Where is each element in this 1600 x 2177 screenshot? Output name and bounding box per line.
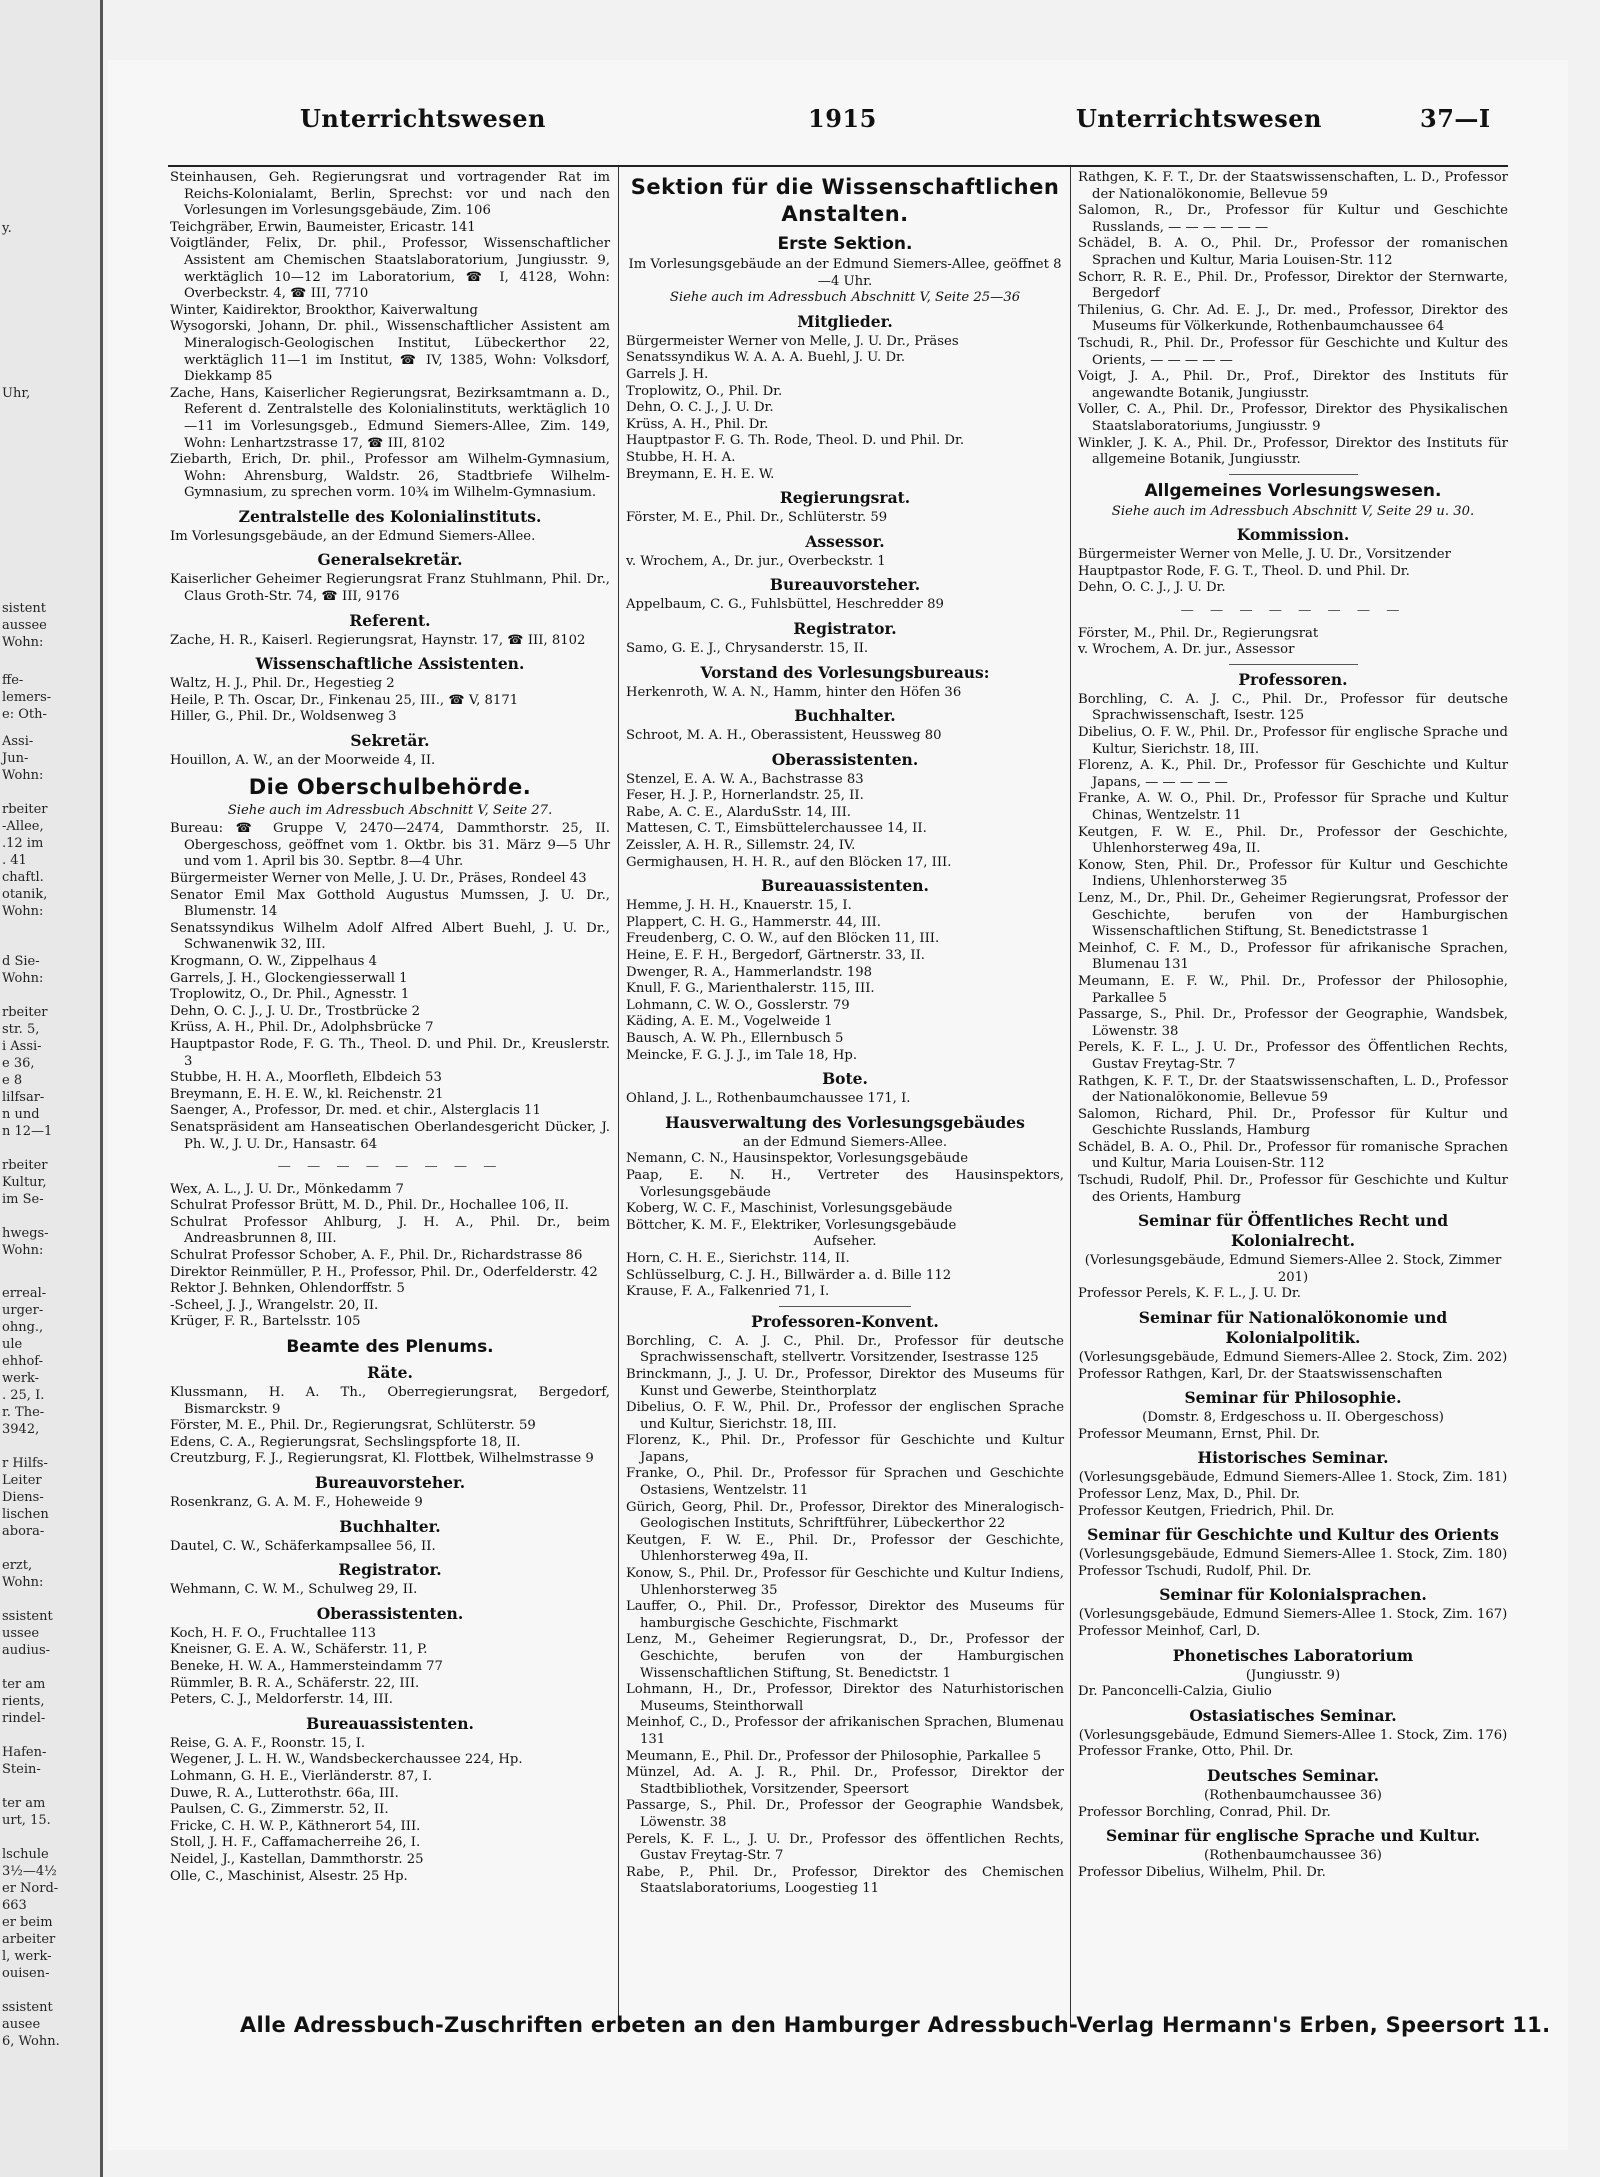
directory-entry: Voigtländer, Felix, Dr. phil., Professor, Wissenschaftlicher Assistent am Chemischen Staatslaboratorium, Jungiusstr. 9, werktäglich 10—12 im Laboratorium, ☎ I, 4128, Wohn: Overbeckstr. 4, ☎ III, 7710 <box>170 236 610 302</box>
directory-entry: Hiller, G., Phil. Dr., Woldsenweg 3 <box>170 709 397 725</box>
directory-entry: Schlüsselburg, C. J. H., Billwärder a. d. Bille 112 <box>626 1267 952 1283</box>
section-heading: Assessor. <box>805 531 885 551</box>
directory-entry: Kneisner, G. E. A. W., Schäferstr. 11, P. <box>170 1642 428 1658</box>
section-note: Aufseher. <box>813 1234 877 1250</box>
major-heading: Sektion für die Wissenschaftlichen Anstalten. <box>630 175 1060 226</box>
section-heading: Oberassistenten. <box>316 1603 464 1623</box>
gutter-fragment: ssistent <box>2 2000 53 2015</box>
gutter-fragment: rindel- <box>2 1711 46 1726</box>
running-head-right: Unterrichtswesen <box>1076 104 1322 133</box>
directory-entry: Franke, A. W. O., Phil. Dr., Professor für Sprache und Kultur Chinas, Wentzelstr. 11 <box>1078 791 1508 823</box>
gutter-fragment: abora- <box>2 1524 45 1539</box>
gutter-fragment: . 25, I. <box>2 1388 45 1403</box>
gutter-fragment: urger- <box>2 1303 44 1318</box>
gutter-fragment: rbeiter <box>2 1005 48 1020</box>
cross-reference: Siehe auch im Adressbuch Abschnitt V, Seite 25—36 <box>669 290 1021 306</box>
section-note: Im Vorlesungsgebäude an der Edmund Siemers-Allee, geöffnet 8—4 Uhr. <box>628 257 1062 289</box>
directory-entry: Stubbe, H. H. A. <box>626 449 736 465</box>
directory-entry: Thilenius, G. Chr. Ad. E. J., Dr. med., Professor, Direktor des Museums für Völkerkunde, Rothenbaumchaussee 64 <box>1078 302 1508 335</box>
directory-entry: Förster, M., Phil. Dr., Regierungsrat <box>1078 625 1319 641</box>
gutter-fragment: ter am <box>2 1796 46 1811</box>
section-heading: Bureauvorsteher. <box>314 1473 466 1492</box>
directory-entry: Breymann, E. H. E. W., kl. Reichenstr. 21 <box>170 1086 444 1102</box>
directory-entry: Paulsen, C. G., Zimmerstr. 52, II. <box>170 1802 389 1818</box>
directory-entry: v. Wrochem, A. Dr. jur., Assessor <box>1078 642 1295 658</box>
directory-entry: Schorr, R. R. E., Phil. Dr., Professor, Direktor der Sternwarte, Bergedorf <box>1078 269 1508 302</box>
directory-entry: Florenz, A. K., Phil. Dr., Professor für Geschichte und Kultur Japans, — — — — — <box>1078 758 1508 790</box>
directory-entry: Garrels, J. H., Glockengiesserwall 1 <box>170 970 408 986</box>
directory-entry: Horn, C. H. E., Sierichstr. 114, II. <box>626 1250 850 1266</box>
gutter-fragment: Kultur, <box>2 1175 47 1190</box>
directory-entry: Rabe, A. C. E., AlarduSstr. 14, III. <box>626 804 852 820</box>
directory-entry: Lenz, M., Dr., Phil. Dr., Geheimer Regierungsrat, Professor der Geschichte, berufen von der Hamburgischen Wissenschaftlichen Stiftung, St. Benedictstrasse 1 <box>1078 890 1508 940</box>
directory-entry: Krause, F. A., Falkenried 71, I. <box>626 1284 830 1300</box>
gutter-fragment: rbeiter <box>2 802 48 817</box>
directory-entry: Professor Lenz, Max, D., Phil. Dr. <box>1078 1487 1300 1502</box>
directory-entry: Saenger, A., Professor, Dr. med. et chir., Alsterglacis 11 <box>170 1103 541 1119</box>
gutter-fragment: audius- <box>2 1643 51 1658</box>
directory-entry: Rabe, P., Phil. Dr., Professor, Direktor des Chemischen Staatslaboratoriums, Loogestieg 11 <box>626 1864 1064 1897</box>
directory-entry: Schroot, M. A. H., Oberassistent, Heussweg 80 <box>626 728 942 744</box>
dash-separator: — — — — — — — — <box>1180 603 1406 619</box>
directory-entry: Keutgen, F. W. E., Phil. Dr., Professor der Geschichte, Uhlenhorsterweg 49a, II. <box>626 1532 1064 1565</box>
directory-entry: Kaiserlicher Geheimer Regierungsrat Franz Stuhlmann, Phil. Dr., Claus Groth-Str. 74, ☎ III, 9176 <box>170 572 610 605</box>
gutter-fragment: im Se- <box>2 1192 44 1207</box>
section-note: (Vorlesungsgebäude, Edmund Siemers-Allee 2. Stock, Zimmer 201) <box>1084 1253 1502 1285</box>
directory-entry: Käding, A. E. M., Vogelweide 1 <box>626 1014 833 1030</box>
directory-entry: Creutzburg, F. J., Regierungsrat, Kl. Flottbek, Wilhelmstrasse 9 <box>170 1451 594 1467</box>
directory-entry: Hemme, J. H. H., Knauerstr. 15, I. <box>626 898 852 914</box>
column-divider-2 <box>1070 166 1071 2026</box>
directory-entry: Wysogorski, Johann, Dr. phil., Wissenschaftlicher Assistent am Mineralogisch-Geologischen Institut, Lübeckerthor 22, werktäglich 11—1 im Institut, ☎ IV, 1385, Wohn: Volksdorf, Diekkamp 85 <box>170 319 610 385</box>
directory-entry: Förster, M. E., Phil. Dr., Schlüterstr. 59 <box>626 510 888 526</box>
section-heading: Bureauvorsteher. <box>769 575 921 595</box>
directory-entry: Reise, G. A. F., Roonstr. 15, I. <box>170 1735 366 1751</box>
gutter-fragment: erreal- <box>2 1286 47 1301</box>
gutter-fragment: 663 <box>2 1898 27 1913</box>
directory-entry: Förster, M. E., Phil. Dr., Regierungsrat, Schlüterstr. 59 <box>170 1418 536 1434</box>
directory-entry: Dautel, C. W., Schäferkampsallee 56, II. <box>170 1538 436 1554</box>
gutter-fragment: lemers- <box>2 690 52 705</box>
column-1 <box>170 170 610 1885</box>
directory-entry: Hauptpastor Rode, F. G. Th., Theol. D. und Phil. Dr., Kreuslerstr. 3 <box>170 1036 610 1069</box>
section-note: (Vorlesungsgebäude, Edmund Siemers-Allee 1. Stock, Zim. 180) <box>1078 1547 1508 1563</box>
gutter-fragment: ehhof- <box>2 1354 44 1369</box>
gutter-fragment: otanik, <box>2 887 48 902</box>
gutter-fragment: e 8 <box>2 1073 23 1088</box>
directory-entry: Im Vorlesungsgebäude, an der Edmund Siemers-Allee. <box>170 528 536 544</box>
gutter-fragment: Diens- <box>2 1490 44 1505</box>
directory-entry: Konow, Sten, Phil. Dr., Professor für Kultur und Geschichte Indiens, Uhlenhorsterweg 35 <box>1078 857 1508 890</box>
directory-entry: v. Wrochem, A., Dr. jur., Overbeckstr. 1 <box>626 553 886 569</box>
directory-entry: Appelbaum, C. G., Fuhlsbüttel, Heschredder 89 <box>626 597 944 613</box>
directory-entry: Winkler, J. K. A., Phil. Dr., Professor, Direktor des Instituts für allgemeine Botanik, Jungiusstr. <box>1078 435 1508 468</box>
gutter-fragment: 3942, <box>2 1422 40 1437</box>
gutter-fragment: ffe- <box>2 673 24 688</box>
directory-entry: Münzel, Ad. A. J. R., Phil. Dr., Professor, Direktor der Stadtbibliothek, Vorsitzender, Speersort <box>626 1765 1064 1797</box>
directory-entry: Lohmann, H., Dr., Professor, Direktor des Naturhistorischen Museums, Steinthorwall <box>626 1682 1064 1714</box>
directory-entry: Knull, F. G., Marienthalerstr. 115, III. <box>626 981 875 997</box>
subsection-heading: Erste Sektion. <box>777 234 913 254</box>
gutter-fragment: ussee <box>2 1626 40 1641</box>
section-rule <box>779 1306 910 1307</box>
directory-entry: Heile, P. Th. Oscar, Dr., Finkenau 25, III., ☎ V, 8171 <box>170 692 519 708</box>
gutter-fragment: Wohn: <box>2 1243 44 1258</box>
gutter-fragment: -Allee, <box>2 819 44 834</box>
gutter-fragment: er beim <box>2 1915 53 1930</box>
directory-entry: Samo, G. E. J., Chrysanderstr. 15, II. <box>626 640 869 656</box>
gutter-fragment: ter am <box>2 1677 46 1692</box>
gutter-fragment: Assi- <box>2 734 34 749</box>
column-divider-1 <box>618 166 619 2026</box>
directory-entry: Senatspräsident am Hanseatischen Oberlandesgericht Dücker, J. Ph. W., J. U. Dr., Hansastr. 64 <box>170 1119 610 1152</box>
section-note: (Vorlesungsgebäude, Edmund Siemers-Allee 1. Stock, Zim. 167) <box>1078 1607 1508 1623</box>
gutter-fragment: Stein- <box>2 1762 41 1777</box>
directory-entry: Rümmler, B. R. A., Schäferstr. 22, III. <box>170 1675 420 1691</box>
section-heading: Ostasiatisches Seminar. <box>1189 1705 1397 1725</box>
directory-entry: Professor Meumann, Ernst, Phil. Dr. <box>1078 1426 1320 1442</box>
gutter-fragment: ohng., <box>2 1320 44 1335</box>
directory-entry: Bausch, A. W. Ph., Ellernbusch 5 <box>626 1031 844 1046</box>
directory-entry: Hauptpastor Rode, F. G. T., Theol. D. und Phil. Dr. <box>1078 563 1410 579</box>
section-note: (Jungiusstr. 9) <box>1245 1667 1341 1683</box>
section-heading: Mitglieder. <box>797 311 893 331</box>
running-head-year: 1915 <box>808 104 877 133</box>
gutter-fragment: 3½—4½ <box>2 1864 57 1879</box>
section-note: (Vorlesungsgebäude, Edmund Siemers-Allee 1. Stock, Zim. 181) <box>1078 1470 1508 1486</box>
directory-entry: Dwenger, R. A., Hammerlandstr. 198 <box>626 964 873 980</box>
directory-entry: Dehn, O. C. J., J. U. Dr. <box>1078 580 1226 596</box>
section-rule <box>1229 474 1358 475</box>
directory-entry: Professor Borchling, Conrad, Phil. Dr. <box>1078 1804 1331 1820</box>
gutter-fragment: ule <box>2 1337 23 1352</box>
section-heading: Generalsekretär. <box>317 550 463 570</box>
directory-entry: Klussmann, H. A. Th., Oberregierungsrat, Bergedorf, Bismarckstr. 9 <box>170 1385 610 1417</box>
directory-entry: Professor Dibelius, Wilhelm, Phil. Dr. <box>1078 1864 1326 1880</box>
directory-entry: Paap, E. N. H., Vertreter des Hausinspektors, Vorlesungsgebäude <box>626 1167 1064 1200</box>
directory-entry: Koberg, W. C. F., Maschinist, Vorlesungsgebäude <box>626 1201 953 1217</box>
directory-entry: Dr. Panconcelli-Calzia, Giulio <box>1078 1684 1272 1700</box>
directory-entry: Ziebarth, Erich, Dr. phil., Professor am Wilhelm-Gymnasium, Wohn: Ahrensburg, Waldstr. 26, Stadtbriefe Wilhelm-Gymnasium, zu sprechen vorm. 10¾ im Wilhelm-Gymnasium. <box>170 452 610 501</box>
section-heading: Seminar für englische Sprache und Kultur. <box>1106 1826 1480 1846</box>
directory-entry: Schädel, B. A. O., Phil. Dr., Professor für romanische Sprachen und Kultur, Maria Louisen-Str. 112 <box>1078 1139 1508 1172</box>
directory-entry: Senatssyndikus W. A. A. A. Buehl, J. U. Dr. <box>626 350 906 366</box>
gutter-fragment: er Nord- <box>2 1881 59 1896</box>
directory-entry: Perels, K. F. L., J. U. Dr., Professor des Öffentlichen Rechts, Gustav Freytag-Str. 7 <box>1078 1040 1508 1072</box>
section-heading: Sekretär. <box>350 731 430 751</box>
directory-entry: Krüss, A. H., Phil. Dr., Adolphsbrücke 7 <box>170 1020 434 1036</box>
directory-entry: Nemann, C. N., Hausinspektor, Vorlesungsgebäude <box>626 1151 969 1167</box>
directory-entry: Wehmann, C. W. M., Schulweg 29, II. <box>170 1582 418 1598</box>
directory-entry: Passarge, S., Phil. Dr., Professor der Geographie, Wandsbek, Löwenstr. 38 <box>1078 1007 1508 1039</box>
directory-entry: Lenz, M., Geheimer Regierungsrat, D., Dr., Professor der Geschichte, berufen von der Hamburgischen Wissenschaftlichen Stiftung, St. Benedictstr. 1 <box>626 1632 1064 1681</box>
directory-entry: Rathgen, K. F. T., Dr. der Staatswissenschaften, L. D., Professor der Nationalökonomie, Bellevue 59 <box>1078 170 1508 202</box>
gutter-fragment: erzt, <box>2 1558 33 1573</box>
directory-entry: Krogmann, O. W., Zippelhaus 4 <box>170 953 378 969</box>
subsection-heading: Beamte des Plenums. <box>286 1337 494 1358</box>
directory-entry: Salomon, Richard, Phil. Dr., Professor für Kultur und Geschichte Russlands, Hamburg <box>1078 1106 1508 1139</box>
section-heading: Historisches Seminar. <box>1197 1448 1389 1468</box>
directory-entry: Zeissler, A. H. R., Sillemstr. 24, IV. <box>626 838 856 854</box>
gutter-fragment: sistent <box>2 601 47 616</box>
directory-entry: Waltz, H. J., Phil. Dr., Hegestieg 2 <box>170 676 395 692</box>
column-2 <box>626 170 1064 1898</box>
gutter-fragment: Wohn: <box>2 904 44 919</box>
gutter-fragment: 6, Wohn. <box>2 2034 60 2049</box>
directory-entry: Voigt, J. A., Phil. Dr., Prof., Direktor des Instituts für angewandte Botanik, Jungiusstr. <box>1078 369 1508 401</box>
section-heading: Professoren. <box>1238 669 1348 689</box>
directory-entry: Plappert, C. H. G., Hammerstr. 44, III. <box>626 914 881 930</box>
directory-entry: Mattesen, C. T., Eimsbüttelerchaussee 14, II. <box>626 821 927 837</box>
gutter-fragment: Wohn: <box>2 768 44 783</box>
dash-separator: — — — — — — — — <box>277 1159 503 1175</box>
directory-entry: Stenzel, E. A. W. A., Bachstrasse 83 <box>626 771 864 787</box>
directory-entry: Troplowitz, O., Phil. Dr. <box>626 383 783 399</box>
section-heading: Bote. <box>822 1069 868 1089</box>
directory-entry: Salomon, R., Dr., Professor für Kultur und Geschichte Russlands, — — — — — — <box>1078 203 1508 235</box>
gutter-fragment: Leiter <box>2 1473 42 1488</box>
running-head-left: Unterrichtswesen <box>300 104 546 133</box>
directory-entry: Beneke, H. W. A., Hammersteindamm 77 <box>170 1658 443 1674</box>
gutter-fragment: chaftl. <box>2 870 44 885</box>
directory-entry: Olle, C., Maschinist, Alsestr. 25 Hp. <box>170 1868 408 1884</box>
gutter-fragment: n 12—1 <box>2 1124 53 1139</box>
directory-entry: Stoll, J. H. F., Caffamacherreihe 26, I. <box>170 1835 421 1851</box>
directory-entry: Dehn, O. C. J., J. U. Dr. <box>626 400 774 416</box>
gutter-fragment: Hafen- <box>2 1745 47 1760</box>
section-note: (Domstr. 8, Erdgeschoss u. II. Obergeschoss) <box>1142 1410 1444 1426</box>
gutter-fragment: Uhr, <box>2 386 31 401</box>
directory-entry: Duwe, R. A., Lutterothstr. 66a, III. <box>170 1785 399 1801</box>
directory-entry: Stubbe, H. H. A., Moorfleth, Elbdeich 53 <box>170 1070 442 1086</box>
section-heading: Bureauassistenten. <box>306 1713 474 1733</box>
directory-entry: Borchling, C. A. J. C., Phil. Dr., Professor für deutsche Sprachwissenschaft, Isestr. 125 <box>1078 691 1508 724</box>
directory-entry: Houillon, A. W., an der Moorweide 4, II. <box>170 753 436 769</box>
directory-entry: Direktor Reinmüller, P. H., Professor, Phil. Dr., Oderfelderstr. 42 <box>170 1264 598 1280</box>
directory-entry: Rosenkranz, G. A. M. F., Hoheweide 9 <box>170 1495 423 1510</box>
directory-entry: Tschudi, R., Phil. Dr., Professor für Geschichte und Kultur des Orients, — — — — — <box>1078 335 1508 368</box>
directory-entry: Tschudi, Rudolf, Phil. Dr., Professor für Geschichte und Kultur des Orients, Hamburg <box>1078 1173 1508 1205</box>
directory-entry: Schulrat Professor Ahlburg, J. H. A., Phil. Dr., beim Andreasbrunnen 8, III. <box>170 1214 610 1247</box>
section-heading: Deutsches Seminar. <box>1207 1765 1379 1785</box>
gutter-fragment: lschule <box>2 1847 49 1862</box>
section-heading: Seminar für Kolonialsprachen. <box>1159 1585 1427 1605</box>
directory-entry: Hauptpastor F. G. Th. Rode, Theol. D. und Phil. Dr. <box>626 433 965 449</box>
section-heading: Buchhalter. <box>794 706 896 726</box>
directory-entry: Freudenberg, C. O. W., auf den Blöcken 11, III. <box>626 931 940 947</box>
directory-entry: Meumann, E. F. W., Phil. Dr., Professor der Philosophie, Parkallee 5 <box>1078 973 1508 1006</box>
gutter-fragment: ssistent <box>2 1609 53 1624</box>
directory-entry: Feser, H. J. P., Hornerlandstr. 25, II. <box>626 788 864 804</box>
directory-entry: Ohland, J. L., Rothenbaumchaussee 171, I. <box>626 1091 911 1107</box>
cross-reference: Siehe auch im Adressbuch Abschnitt V, Seite 27. <box>227 802 553 818</box>
section-note: an der Edmund Siemers-Allee. <box>742 1134 948 1150</box>
directory-entry: Dibelius, O. F. W., Phil. Dr., Professor für englische Sprache und Kultur, Sierichstr. 18, III. <box>1078 725 1508 757</box>
gutter-fragment: arbeiter <box>2 1932 56 1947</box>
directory-entry: Bureau: ☎ Gruppe V, 2470—2474, Dammthorstr. 25, II. Obergeschoss, geöffnet vom 1. Oktbr. bis 31. März 9—5 Uhr und vom 1. April bis 30. Septbr. 8—4 Uhr. <box>170 821 610 870</box>
gutter-fragment: Wohn: <box>2 971 44 986</box>
section-heading: Seminar für Geschichte und Kultur des Orients <box>1087 1525 1499 1545</box>
major-heading: Die Oberschulbehörde. <box>248 774 532 799</box>
section-heading: Seminar für Öffentliches Recht und Kolonialrecht. <box>1137 1211 1449 1251</box>
directory-entry: Edens, C. A., Regierungsrat, Sechslingspforte 18, II. <box>170 1434 521 1450</box>
gutter-fragment: l, werk- <box>2 1949 52 1964</box>
directory-entry: Gürich, Georg, Phil. Dr., Professor, Direktor des Mineralogisch-Geologischen Instituts, Schriftführer, Lübeckerthor 22 <box>626 1499 1064 1532</box>
directory-entry: Wex, A. L., J. U. Dr., Mönkedamm 7 <box>170 1181 404 1197</box>
gutter-fragment: str. 5, <box>2 1022 40 1037</box>
section-heading: Referent. <box>349 610 431 630</box>
section-rule <box>1229 664 1358 665</box>
directory-entry: -Scheel, J. J., Wrangelstr. 20, II. <box>170 1297 379 1313</box>
gutter-fragment: n und <box>2 1107 40 1122</box>
directory-entry: Lohmann, G. H. E., Vierländerstr. 87, I. <box>170 1768 433 1784</box>
page-number: 37—I <box>1420 104 1491 133</box>
header-rule <box>168 165 1508 167</box>
gutter-fragment: ouisen- <box>2 1966 50 1981</box>
directory-entry: Heine, E. F. H., Bergedorf, Gärtnerstr. 33, II. <box>626 948 925 964</box>
directory-entry: Herkenroth, W. A. N., Hamm, hinter den Höfen 36 <box>626 684 962 700</box>
directory-entry: Meumann, E., Phil. Dr., Professor der Philosophie, Parkallee 5 <box>626 1748 1042 1764</box>
directory-entry: Garrels J. H. <box>626 366 709 382</box>
directory-entry: Meinhof, C. F. M., D., Professor für afrikanische Sprachen, Blumenau 131 <box>1078 940 1508 973</box>
directory-entry: Winter, Kaidirektor, Brookthor, Kaiverwaltung <box>170 302 478 318</box>
gutter-fragment: rbeiter <box>2 1158 48 1173</box>
section-note: (Rothenbaumchaussee 36) <box>1204 1787 1382 1803</box>
section-heading: Räte. <box>367 1363 413 1383</box>
directory-entry: Professor Franke, Otto, Phil. Dr. <box>1078 1744 1294 1760</box>
section-heading: Hausverwaltung des Vorlesungsgebäudes <box>665 1112 1025 1132</box>
section-heading: Vorstand des Vorlesungsbureaus: <box>700 662 990 682</box>
column-3 <box>1078 170 1508 1881</box>
directory-entry: Passarge, S., Phil. Dr., Professor der Geographie Wandsbek, Löwenstr. 38 <box>626 1798 1064 1830</box>
gutter-fragment: werk- <box>2 1371 40 1386</box>
directory-entry: Professor Tschudi, Rudolf, Phil. Dr. <box>1078 1563 1312 1579</box>
gutter-fragment: lischen <box>2 1507 49 1522</box>
directory-entry: Neidel, J., Kastellan, Dammthorstr. 25 <box>170 1851 424 1867</box>
directory-entry: Dehn, O. C. J., J. U. Dr., Trostbrücke 2 <box>170 1003 421 1019</box>
directory-entry: Florenz, K., Phil. Dr., Professor für Geschichte und Kultur Japans, <box>626 1433 1064 1465</box>
directory-entry: Rathgen, K. F. T., Dr. der Staatswissenschaften, L. D., Professor der Nationalökonomie, Bellevue 59 <box>1078 1073 1508 1106</box>
directory-entry: Brinckmann, J., J. U. Dr., Professor, Direktor des Museums für Kunst und Gewerbe, Steinthorplatz <box>626 1366 1064 1399</box>
gutter-fragment: rients, <box>2 1694 45 1709</box>
gutter-fragment: e 36, <box>2 1056 35 1071</box>
directory-entry: Schädel, B. A. O., Phil. Dr., Professor der romanischen Sprachen und Kultur, Maria Louisen-Str. 112 <box>1078 236 1508 268</box>
directory-entry: Voller, C. A., Phil. Dr., Professor, Direktor des Physikalischen Staatslaboratoriums, Jungiusstr. 9 <box>1078 402 1508 434</box>
gutter-fragment: y. <box>2 221 12 236</box>
facing-page-gutter <box>0 0 103 2177</box>
section-heading: Regierungsrat. <box>779 488 911 508</box>
section-heading: Seminar für Nationalökonomie und Kolonialpolitik. <box>1138 1308 1448 1348</box>
directory-entry: Bürgermeister Werner von Melle, J. U. Dr., Vorsitzender <box>1078 547 1451 563</box>
section-note: (Rothenbaumchaussee 36) <box>1204 1848 1382 1864</box>
directory-entry: Meinhof, C., D., Professor der afrikanischen Sprachen, Blumenau 131 <box>626 1715 1064 1747</box>
gutter-fragment: Jun- <box>2 751 29 766</box>
directory-entry: Professor Rathgen, Karl, Dr. der Staatswissenschaften <box>1078 1366 1443 1382</box>
directory-entry: Professor Meinhof, Carl, D. <box>1078 1623 1261 1639</box>
gutter-fragment: lilfsar- <box>2 1090 45 1105</box>
section-note: (Vorlesungsgebäude, Edmund Siemers-Allee 2. Stock, Zim. 202) <box>1078 1350 1508 1366</box>
directory-entry: Konow, S., Phil. Dr., Professor für Geschichte und Kultur Indiens, Uhlenhorsterweg 35 <box>626 1566 1064 1598</box>
directory-entry: Krüss, A. H., Phil. Dr. <box>626 416 769 432</box>
gutter-fragment: e: Oth- <box>2 707 47 722</box>
directory-entry: Fricke, C. H. W. P., Käthnerort 54, III. <box>170 1818 421 1834</box>
directory-entry: Zache, Hans, Kaiserlicher Regierungsrat, Bezirksamtmann a. D., Referent d. Zentralstelle des Kolonialinstituts, werktäglich 10—11 im Vorlesungsgeb., Edmund Siemers-Allee, Zim. 149, Wohn: Lenhartzstrasse 17, ☎ III, 8102 <box>170 385 610 451</box>
directory-entry: Böttcher, K. M. F., Elektriker, Vorlesungsgebäude <box>626 1217 957 1233</box>
gutter-fragment: hwegs- <box>2 1226 49 1241</box>
section-heading: Oberassistenten. <box>771 749 919 769</box>
directory-entry: Schulrat Professor Brütt, M. D., Phil. Dr., Hochallee 106, II. <box>170 1198 569 1214</box>
directory-entry: Teichgräber, Erwin, Baumeister, Ericastr. 141 <box>170 219 476 235</box>
gutter-fragment: d Sie- <box>2 954 40 969</box>
directory-entry: Steinhausen, Geh. Regierungsrat und vortragender Rat im Reichs-Kolonialamt, Berlin, Sprechst: vor und nach den Vorlesungen im Vorlesungsgebäude, Zim. 106 <box>170 170 610 219</box>
directory-entry: Borchling, C. A. J. C., Phil. Dr., Professor für deutsche Sprachwissenschaft, stellvertr. Vorsitzender, Isestrasse 125 <box>626 1333 1064 1366</box>
section-heading: Phonetisches Laboratorium <box>1172 1645 1414 1665</box>
directory-entry: Lohmann, C. W. O., Gosslerstr. 79 <box>626 997 850 1013</box>
gutter-fragment: i Assi- <box>2 1039 42 1054</box>
gutter-fragment: Wohn: <box>2 1575 44 1590</box>
directory-entry: Franke, O., Phil. Dr., Professor für Sprachen und Geschichte Ostasiens, Wentzelstr. 11 <box>626 1466 1064 1499</box>
section-heading: Kommission. <box>1236 525 1350 545</box>
directory-entry: Peters, C. J., Meldorferstr. 14, III. <box>170 1692 393 1708</box>
gutter-fragment: urt, 15. <box>2 1813 51 1828</box>
directory-entry: Breymann, E. H. E. W. <box>626 466 775 482</box>
directory-entry: Lauffer, O., Phil. Dr., Professor, Direktor des Museums für hamburgische Geschichte, Fischmarkt <box>626 1599 1064 1631</box>
section-heading: Zentralstelle des Kolonialinstituts. <box>238 506 542 526</box>
directory-entry: Meincke, F. G. J. J., im Tale 18, Hp. <box>626 1047 858 1063</box>
directory-entry: Rektor J. Behnken, Ohlendorffstr. 5 <box>170 1281 405 1297</box>
directory-entry: Senator Emil Max Gotthold Augustus Mumssen, J. U. Dr., Blumenstr. 14 <box>170 887 610 920</box>
section-heading: Buchhalter. <box>339 1516 441 1536</box>
directory-entry: Wegener, J. L. H. W., Wandsbeckerchaussee 224, Hp. <box>170 1752 523 1768</box>
directory-entry: Bürgermeister Werner von Melle, J. U. Dr., Präses, Rondeel 43 <box>170 871 587 886</box>
section-note: (Vorlesungsgebäude, Edmund Siemers-Allee 1. Stock, Zim. 176) <box>1078 1727 1508 1743</box>
section-heading: Registrator. <box>338 1560 442 1580</box>
directory-entry: Perels, K. F. L., J. U. Dr., Professor des öffentlichen Rechts, Gustav Freytag-Str. 7 <box>626 1831 1064 1864</box>
directory-entry: Krüger, F. R., Bartelsstr. 105 <box>170 1314 361 1330</box>
section-heading: Professoren-Konvent. <box>751 1311 939 1331</box>
publisher-footer: Alle Adressbuch-Zuschriften erbeten an den Hamburger Adressbuch-Verlag Hermann's Erben, Speersort 11. <box>240 2013 1551 2037</box>
subsection-heading: Allgemeines Vorlesungswesen. <box>1144 480 1442 501</box>
directory-entry: Bürgermeister Werner von Melle, J. U. Dr., Präses <box>626 333 959 349</box>
gutter-fragment: Wohn: <box>2 635 44 650</box>
directory-entry: Professor Perels, K. F. L., J. U. Dr. <box>1078 1286 1301 1302</box>
directory-entry: Professor Keutgen, Friedrich, Phil. Dr. <box>1078 1503 1335 1519</box>
gutter-fragment: ausee <box>2 2017 41 2032</box>
gutter-fragment: .12 im <box>2 836 44 851</box>
section-heading: Bureauassistenten. <box>761 876 929 896</box>
directory-entry: Keutgen, F. W. E., Phil. Dr., Professor der Geschichte, Uhlenhorsterweg 49a, II. <box>1078 824 1508 857</box>
section-heading: Wissenschaftliche Assistenten. <box>255 654 525 674</box>
gutter-fragment: . 41 <box>2 853 27 868</box>
gutter-fragment: r. The- <box>2 1405 45 1420</box>
directory-entry: Schulrat Professor Schober, A. F., Phil. Dr., Richardstrasse 86 <box>170 1248 583 1264</box>
directory-entry: Troplowitz, O., Dr. Phil., Agnesstr. 1 <box>170 987 410 1003</box>
directory-entry: Germighausen, H. H. R., auf den Blöcken 17, III. <box>626 854 952 870</box>
gutter-fragment: r Hilfs- <box>2 1456 48 1471</box>
cross-reference: Siehe auch im Adressbuch Abschnitt V, Seite 29 u. 30. <box>1111 503 1475 519</box>
section-heading: Seminar für Philosophie. <box>1184 1388 1402 1408</box>
gutter-fragment: aussee <box>2 618 47 633</box>
directory-entry: Koch, H. F. O., Fruchtallee 113 <box>170 1625 377 1641</box>
section-heading: Registrator. <box>793 618 897 638</box>
directory-entry: Senatssyndikus Wilhelm Adolf Alfred Albert Buehl, J. U. Dr., Schwanenwik 32, III. <box>170 920 610 953</box>
directory-entry: Zache, H. R., Kaiserl. Regierungsrat, Haynstr. 17, ☎ III, 8102 <box>170 632 586 648</box>
directory-entry: Dibelius, O. F. W., Phil. Dr., Professor der englischen Sprache und Kultur, Sierichstr. 18, III. <box>626 1400 1064 1432</box>
